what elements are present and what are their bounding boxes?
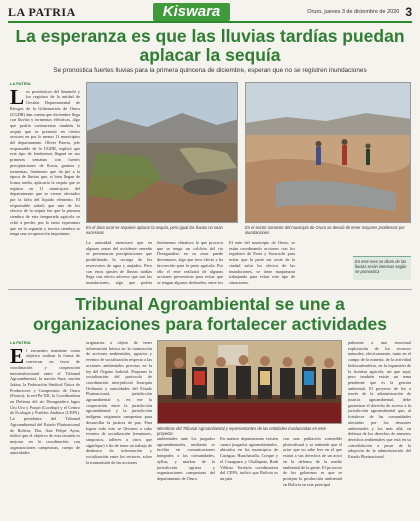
masthead [8, 3, 412, 23]
story1-column-2 [86, 240, 152, 286]
story2-headline: Tribunal Agroambiental se une a organizaciones para fortalecer actividades [32, 294, 388, 334]
story1-byline: LA PATRIA [10, 81, 31, 86]
story1-col3-text: fenómenos climático lo que provoca que se tenga un colchón del río Desaguadero en su zona puede derramarse, algo que tuvo efecto y ha favorecido para la parte agrícola. Por ello el ente realizará de algunas acciones preventivas para evitar que se tengan algunos desbordes, entre los [157, 240, 223, 285]
story2-photo [157, 340, 342, 424]
story2-dropcap: E [10, 343, 25, 368]
story1-column-3 [157, 240, 223, 286]
page-number: 3 [405, 5, 412, 19]
rural-field-photo [87, 83, 238, 223]
story2-column-5 [283, 436, 342, 518]
dateline [307, 5, 412, 19]
story1-col1-text: os pronósticos del Senamhi y los registros de la unidad de Gestión Departamental de Riesgos de la Gobernación de Oruro (UGDR) dan cuenta que diciembre llega con lluvias y tormentas eléctricas, algo que podría contrarrestar también la sequía que se presentó en ciertos sectores en por lo menos 11 municipios del departamento. Oliver Puerta, jefe responsable de la UGDR, explicó que este tipo de fenómenos llegará en sus primeras semanas con fuertes precipitaciones de lluvia, granizo y tormentas, fenómeno que da pie a la época de lluvias que, si bien llegan de forma tardía, aplacaría la sequía que se registra en 11 municipios del departamento que se vieron afectados por la falta del líquido elemento. El responsable señaló que uno de los efectos de la sequía fue que la primera siembra de este temporada agrícola se echó a perder, por lo tanto esperamos que en la segunda y tercera siembra se tenga una recuperación importante. [10, 88, 80, 237]
story2-column-3 [157, 436, 215, 518]
story2-column-4 [220, 436, 278, 518]
group-meeting-photo [158, 341, 342, 424]
story1-photo-right [245, 82, 411, 223]
story2-photo-caption: Miembros del Tribunal Agroambiental y representantes de las entidades involucradas en este proyecto [157, 426, 326, 436]
story2-col3-text: ambientales ante los juzgados agroambientales, mediante se facilita en comunicaciones integrales a las comunidades, ayllus, y markas de la jurisdicción agraria y organizaciones campesinas del departamento de Oruro. [157, 436, 215, 481]
section-divider [8, 289, 412, 290]
story2-column-6 [348, 340, 411, 518]
story1-headline: La esperanza es que las lluvias tardías puedan aplacar la sequía [15, 26, 405, 65]
story1-column-4 [229, 240, 295, 286]
story2-col6-text: palmente a una irracional explotación de los recursos naturales, efectivamente, tanto en el campo de la minería, de la actividad hidrocarburífera, en la expansión de la frontera agrícola, así que aquí, pero también existe un tema pendiente que es la gestión ambiental. El proyecto de ley a través de la administración de justicia agroambiental, debe garantizar el derecho de acceso a la jurisdicción agroambiental que, al fortalecer de las comunidades afectadas por los desastres ambientales y los más allá, en defensa de los derechos de nuestros derechos ambientales que está en su consolidación a pesar de la adopción de la administración del Estado Plurinacional. [348, 340, 411, 460]
section-name: Kiswara [153, 3, 231, 21]
story2-col2-text: originarias a objeto de tener información básica en la tramitación de acciones ambientales, agrarios y eventos de socialización respecto a las acciones ambientales precisas en la ley del Órgano Judicial. Proponer la socialización del protocolo de coordinación interjudicial Jerarquía Ordinaria y autoridades del Estado Plurinacional, jurisdicción agroambiental y, en ese la cooperación entre la jurisdicción agroambiental y la jurisdicción indígena originaria campesina para desarrollar la justicia de paz. Para lograr todo esto se llevaron a cabo eventos de socialización (reuniones, simposios, talleres u otros que signifique) a fin de tener un trabajo de dinámica de información y socialización entre los sectores, sobre la transmisión de las acciones [86, 340, 152, 465]
story2-column-2 [86, 340, 152, 518]
story1-col2-text: La autoridad mencionó que en algunas zonas del occidente orureño se presentaron precipitaciones que posibilitarán la recarga de los reservorios de agua y atajados. Pero con estos ajustes de lluvias tardías llega con efecto adverso que son las inundaciones, algo que podría [86, 240, 152, 285]
story1-pull-box [353, 256, 411, 280]
story1-photo-left [86, 82, 238, 223]
story1-deck: Se pronostica fuertes lluvias para la primera quincena de diciembre, esperan que no se registren inundaciones [53, 67, 367, 74]
newspaper-name: LA PATRIA [8, 4, 76, 19]
issue-date: Oruro, jueves 3 de diciembre de 2020 [307, 9, 400, 15]
flooded-street-photo [246, 83, 411, 223]
story1-pull-caption: En este mes se dicen de las lluvias serán intensas según se pronostica [355, 259, 407, 274]
story1-column-1 [10, 81, 80, 283]
story1-photo-right-caption: En el sector noroeste del municipio de Oruro se desvió de tener mayores problemas por inundaciones [245, 225, 405, 235]
story2-column-1 [10, 340, 80, 518]
story1-col4-text: El ente del municipio de Oruro, se están coordinando acciones con los regidores de Paria y Soracachi para evitar que la parte sur oeste de la ciudad sufra los efectos de las inundaciones, se tiene maquinaria trabajando para evitar este tipo de situaciones. [229, 240, 295, 285]
story2-col1-text: l encuentro mantiene como objetivo realizar la forma de conversar en favor de coordinación y cooperación interinstitucional entre el Tribunal Agroambiental, la nación Sura, nación Jakisa, la Federación Sindical Única de Productores y Campesinos de Oruro (Fsutco), la red Pa-XII, la Coordinadora en Defensa del río Desaguadero lagos Uru Uru y Poopó (Coridup) y el Centro de Ecología y Pueblos Andinos (CEPA). La presidenta del Tribunal Agroambiental del Estado Plurinacional de Bolivia, Dra. Ana Felipe Ayon, indicó que el objetivo de esta reunión es mejorar en la coordinación con organizaciones campesinas, cuerpo de autoridades [10, 347, 80, 456]
story2-col4-text: En nuestro departamento existen cuatro juzgados agroambientales, ubicados en los municipios de Curagua, Huachacalla, Corque y el Curaguara y Challapata, Ruth Vildoso Torrejón coordinadora del CEPA, indicó que Bolivia es un país [220, 436, 278, 481]
story1-photo-left-caption: En el área rural se requiere aplacar la sequía, pero igual las lluvias no sean excesivas [86, 225, 223, 235]
story2-byline: LA PATRIA [10, 340, 31, 345]
story1-dropcap: L [10, 84, 25, 109]
story2-col5-text: con una población sostenible pluricultural y se entiende que el actor que no sabe leer en el que estará a sus derechos de un actor en la defensa de la medio ambiental de la gente. El proyecto de los gobiernos es que se protejan la producción ambiental en Bolivia en este principal [283, 436, 342, 487]
